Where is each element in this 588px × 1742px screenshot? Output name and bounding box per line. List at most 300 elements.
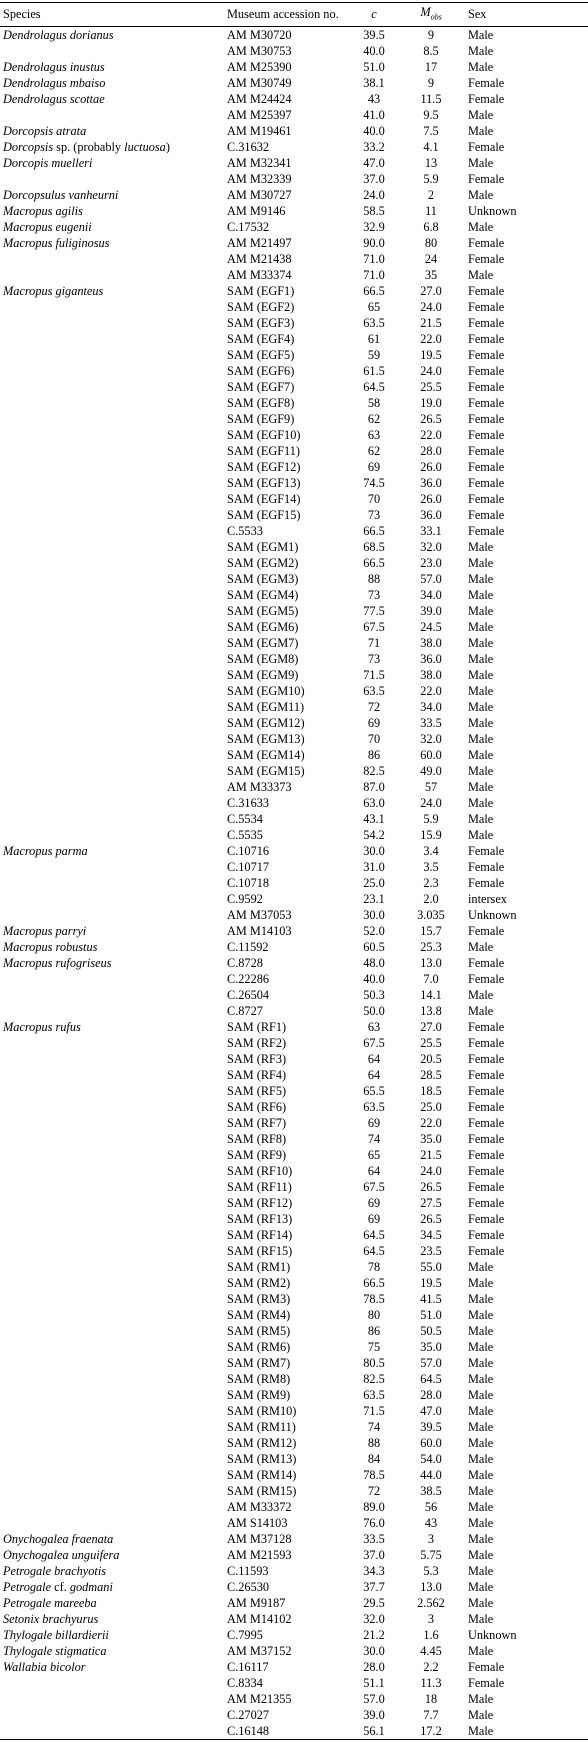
species-cell [0, 43, 227, 59]
sex-cell: Female [468, 316, 505, 331]
table-row [0, 779, 588, 795]
mobs-value-cell: 27.5 [420, 1196, 442, 1211]
species-name: Dorcopsis atrata [3, 124, 87, 139]
species-cell [0, 1003, 227, 1019]
table-row [0, 667, 588, 683]
c-value-cell: 64.5 [363, 1244, 385, 1259]
species-name-part: luctuosa [124, 140, 166, 155]
mobs-value-cell: 41.5 [420, 1292, 442, 1307]
c-value-cell: 33.5 [363, 1532, 385, 1547]
sex-cell: Male [468, 716, 494, 731]
sex-cell: Female [468, 1084, 505, 1099]
species-name-part: godmani [69, 1580, 113, 1595]
sex-cell: Male [468, 1004, 494, 1019]
sex-cell: Male [462, 1723, 588, 1740]
sex-cell: Male [468, 1292, 494, 1307]
mobs-value-cell: 35 [424, 268, 438, 283]
museum-accession-cell: SAM (EGF4) [227, 332, 295, 347]
species-cell [0, 1435, 227, 1451]
sex-cell: Female [468, 1036, 505, 1051]
species-cell [0, 411, 227, 427]
c-value-cell: 72 [367, 1484, 381, 1499]
species-cell [0, 1035, 227, 1051]
table-row [0, 299, 588, 315]
mobs-value-cell: 15.9 [420, 828, 442, 843]
table-row [0, 1563, 588, 1579]
sex-cell: Male [468, 604, 494, 619]
species-cell [0, 587, 227, 603]
c-value-cell: 64.5 [363, 380, 385, 395]
museum-accession-cell: C.31632 [227, 140, 270, 155]
table-row [0, 1067, 588, 1083]
c-value-cell: 90.0 [363, 236, 385, 251]
sex-cell: Female [468, 492, 505, 507]
mobs-value-cell: 9 [427, 76, 435, 91]
c-value-cell: 41.0 [363, 108, 385, 123]
mobs-value-cell: 25.3 [420, 940, 442, 955]
sex-cell: Male [468, 1420, 494, 1435]
table-row [0, 1387, 588, 1403]
c-value-cell: 89.0 [363, 1500, 385, 1515]
mobs-value-cell: 11 [425, 204, 437, 219]
species-name: Petrogale brachyotis [3, 1564, 107, 1579]
mobs-value-cell: 3.4 [423, 844, 439, 859]
species-cell [0, 907, 227, 923]
species-cell [0, 619, 227, 635]
table-row [0, 1467, 588, 1483]
species-name-part: Dorcopsis [3, 140, 54, 155]
mobs-value-cell: 55.0 [420, 1260, 442, 1275]
mobs-value-cell: 1.6 [423, 1628, 439, 1643]
table-row [0, 491, 588, 507]
table-row [0, 939, 588, 955]
sex-cell: Male [468, 1596, 494, 1611]
c-value-cell: 51.0 [363, 60, 385, 75]
museum-accession-cell: C.31633 [227, 796, 270, 811]
mobs-value-cell: 5.9 [423, 172, 439, 187]
sex-cell: Male [468, 668, 494, 683]
mobs-value-cell: 35.0 [420, 1340, 442, 1355]
table-row [0, 267, 588, 283]
sex-cell: Female [468, 428, 505, 443]
sex-cell: Female [468, 172, 505, 187]
c-value-cell: 69 [367, 1212, 381, 1227]
table-row [0, 331, 588, 347]
mobs-value-cell: 2 [427, 188, 435, 203]
species-name: Thylogale stigmatica [3, 1644, 107, 1659]
table-row [0, 1259, 588, 1275]
museum-accession-cell: SAM (EGM6) [227, 620, 299, 635]
sex-cell: Male [468, 1548, 494, 1563]
museum-accession-cell: C.10717 [227, 860, 270, 875]
species-cell [0, 1499, 227, 1515]
museum-accession-cell: SAM (EGF12) [227, 460, 301, 475]
sex-cell: Male [468, 1708, 494, 1723]
c-value-cell: 67.5 [363, 1180, 385, 1195]
mobs-value-cell: 25.0 [420, 1100, 442, 1115]
c-value-cell: 66.5 [363, 556, 385, 571]
mobs-value-cell: 80 [424, 236, 438, 251]
table-row [0, 971, 588, 987]
c-value-cell: 69 [367, 716, 381, 731]
museum-accession-cell: SAM (RM10) [227, 1404, 297, 1419]
museum-accession-cell: C.27027 [227, 1708, 270, 1723]
species-cell [0, 971, 227, 987]
museum-accession-cell: SAM (EGM11) [227, 700, 305, 715]
table-row [0, 1691, 588, 1707]
museum-accession-cell: SAM (RM15) [227, 1484, 297, 1499]
c-value-cell: 21.2 [363, 1628, 385, 1643]
c-value-cell: 30.0 [363, 908, 385, 923]
c-value-cell: 32.9 [363, 220, 385, 235]
museum-accession-cell: SAM (EGM5) [227, 604, 299, 619]
sex-cell: Female [468, 348, 505, 363]
sex-cell: Female [468, 1660, 505, 1675]
museum-accession-cell: SAM (EGF2) [227, 300, 295, 315]
c-value-cell: 59 [367, 348, 381, 363]
species-cell [0, 555, 227, 571]
museum-accession-cell: SAM (RF8) [227, 1132, 287, 1147]
species-cell [0, 843, 227, 859]
species-cell [0, 1195, 227, 1211]
table-row [0, 203, 588, 219]
species-cell [0, 235, 227, 251]
museum-accession-cell: C.11593 [227, 1564, 269, 1579]
sex-cell: Female [468, 860, 505, 875]
mobs-value-cell: 25.5 [420, 380, 442, 395]
species-name: Wallabia bicolor [3, 1660, 86, 1675]
mobs-value-cell: 18.5 [420, 1084, 442, 1099]
museum-accession-cell: C.8727 [227, 1004, 263, 1019]
museum-accession-cell: C.7995 [227, 1628, 263, 1643]
table-row [0, 1211, 588, 1227]
c-value-cell: 61.5 [363, 364, 385, 379]
museum-accession-cell: AM M9146 [227, 204, 286, 219]
species-cell [0, 1307, 227, 1323]
sex-cell: Male [468, 1468, 494, 1483]
mobs-value-cell: 22.0 [420, 332, 442, 347]
mobs-value-cell: 21.5 [420, 316, 442, 331]
species-cell [0, 507, 227, 523]
museum-accession-cell: C.11592 [227, 940, 269, 955]
species-cell [0, 1211, 227, 1227]
mobs-value-cell: 26.5 [420, 1180, 442, 1195]
mobs-value-cell: 34.0 [420, 588, 442, 603]
mobs-value-cell: 2.562 [417, 1596, 445, 1611]
mobs-value-cell: 38.0 [420, 636, 442, 651]
species-cell [0, 635, 227, 651]
mobs-value-cell: 56 [424, 1500, 438, 1515]
species-cell [0, 523, 227, 539]
sex-cell: Male [468, 556, 494, 571]
museum-accession-cell: C.26504 [227, 988, 270, 1003]
species-cell [0, 603, 227, 619]
sex-cell: Female [468, 876, 505, 891]
species-cell [0, 1227, 227, 1243]
museum-accession-cell: SAM (EGM2) [227, 556, 299, 571]
c-value-cell: 23.1 [363, 892, 385, 907]
species-cell [0, 795, 227, 811]
species-cell [0, 1355, 227, 1371]
museum-accession-cell: SAM (EGF10) [227, 428, 301, 443]
mobs-value-cell: 24.5 [420, 620, 442, 635]
species-cell [0, 699, 227, 715]
c-value-cell: 82.5 [363, 1372, 385, 1387]
c-value-cell: 30.0 [363, 1644, 385, 1659]
species-cell [0, 891, 227, 907]
species-cell [0, 347, 227, 363]
sex-cell: Male [468, 1692, 494, 1707]
c-value-cell: 60.5 [363, 940, 385, 955]
c-value-cell: 24.0 [363, 188, 385, 203]
sex-cell: Female [468, 76, 505, 91]
museum-accession-cell: SAM (RF11) [227, 1180, 292, 1195]
c-value-cell: 70 [367, 492, 381, 507]
sex-cell: Male [468, 1564, 494, 1579]
species-cell [0, 1099, 227, 1115]
species-cell [0, 123, 227, 139]
table-row [0, 459, 588, 475]
c-value-cell: 50.3 [363, 988, 385, 1003]
museum-accession-cell: C.5534 [227, 812, 263, 827]
museum-accession-cell: SAM (RM8) [227, 1372, 291, 1387]
species-cell [0, 1691, 227, 1707]
table-row [0, 427, 588, 443]
table-row [0, 539, 588, 555]
table-row [0, 1451, 588, 1467]
table-row [0, 1083, 588, 1099]
sex-cell: Male [468, 1516, 494, 1531]
table-row [0, 475, 588, 491]
species-cell [0, 267, 227, 283]
sex-cell: Female [468, 1100, 505, 1115]
museum-accession-cell: C.26530 [227, 1580, 270, 1595]
table-row [0, 379, 588, 395]
museum-accession-cell: AM M14102 [227, 1612, 292, 1627]
header-c-label: c [371, 7, 377, 22]
species-cell [0, 459, 227, 475]
species-cell [0, 667, 227, 683]
museum-accession-cell: SAM (RM5) [227, 1324, 291, 1339]
museum-accession-cell: SAM (EGF15) [227, 508, 301, 523]
species-cell [0, 251, 227, 267]
c-value-cell: 37.0 [363, 172, 385, 187]
c-value-cell: 67.5 [363, 1036, 385, 1051]
table-row [0, 1675, 588, 1691]
museum-accession-cell: SAM (EGM10) [227, 684, 305, 699]
sex-cell: Male [468, 1260, 494, 1275]
mobs-value-cell: 21.5 [420, 1148, 442, 1163]
c-value-cell: 56.1 [348, 1723, 400, 1740]
table-row [0, 635, 588, 651]
species-cell [0, 1403, 227, 1419]
museum-accession-cell: AM M30727 [227, 188, 292, 203]
museum-accession-cell: AM S14103 [227, 1516, 288, 1531]
museum-accession-cell: SAM (EGF13) [227, 476, 301, 491]
table-row [0, 1483, 588, 1499]
museum-accession-cell: SAM (EGM12) [227, 716, 305, 731]
sex-cell: Female [468, 284, 505, 299]
table-row [0, 1035, 588, 1051]
species-cell [0, 1179, 227, 1195]
table-row [0, 907, 588, 923]
table-row [0, 875, 588, 891]
sex-cell: Male [468, 732, 494, 747]
mobs-value-cell: 38.0 [420, 668, 442, 683]
sex-cell: Female [468, 972, 505, 987]
species-cell [0, 1579, 227, 1595]
species-cell [0, 1067, 227, 1083]
museum-accession-cell: SAM (EGM4) [227, 588, 299, 603]
sex-cell: Male [468, 940, 494, 955]
sex-cell: Male [468, 1452, 494, 1467]
museum-accession-cell: C.16148 [227, 1723, 348, 1740]
museum-accession-cell: AM M33373 [227, 780, 292, 795]
museum-accession-cell: SAM (RM4) [227, 1308, 291, 1323]
mobs-value-cell: 35.0 [420, 1132, 442, 1147]
c-value-cell: 69 [367, 1196, 381, 1211]
mobs-value-cell: 9 [427, 28, 435, 43]
c-value-cell: 73 [367, 588, 381, 603]
c-value-cell: 51.1 [363, 1676, 385, 1691]
mobs-value-cell: 13 [424, 156, 438, 171]
sex-cell: Female [468, 1212, 505, 1227]
sex-cell: Male [468, 1308, 494, 1323]
museum-accession-cell: AM M21593 [227, 1548, 292, 1563]
museum-accession-cell: SAM (RM14) [227, 1468, 297, 1483]
c-value-cell: 73 [367, 652, 381, 667]
table-row [0, 523, 588, 539]
species-cell [0, 811, 227, 827]
table-row [0, 1147, 588, 1163]
museum-accession-cell: SAM (RF3) [227, 1052, 287, 1067]
sex-cell: Female [468, 300, 505, 315]
sex-cell: Female [468, 844, 505, 859]
c-value-cell: 66.5 [363, 284, 385, 299]
table-row [0, 859, 588, 875]
species-cell [0, 139, 227, 155]
sex-cell: Female [468, 1020, 505, 1035]
header-museum-accession: Museum accession no. [227, 3, 348, 27]
c-value-cell: 38.1 [363, 76, 385, 91]
species-cell [0, 363, 227, 379]
sex-cell: Female [468, 252, 505, 267]
mobs-value-cell: 4.45 [420, 1644, 442, 1659]
table-row [0, 1323, 588, 1339]
sex-cell: Male [468, 796, 494, 811]
c-value-cell: 40.0 [363, 972, 385, 987]
c-value-cell: 69 [367, 460, 381, 475]
table-row [0, 795, 588, 811]
mobs-value-cell: 57 [424, 780, 438, 795]
c-value-cell: 76.0 [363, 1516, 385, 1531]
sex-cell: Male [468, 812, 494, 827]
mobs-value-cell: 9.5 [423, 108, 439, 123]
species-name: Macropus eugenii [3, 220, 92, 235]
c-value-cell: 63.5 [363, 684, 385, 699]
c-value-cell: 72 [367, 700, 381, 715]
c-value-cell: 74.5 [363, 476, 385, 491]
c-value-cell: 50.0 [363, 1004, 385, 1019]
mobs-value-cell: 25.5 [420, 1036, 442, 1051]
c-value-cell: 78.5 [363, 1292, 385, 1307]
mobs-value-cell: 34.0 [420, 700, 442, 715]
species-cell [0, 1387, 227, 1403]
table-row [0, 619, 588, 635]
mobs-value-cell: 47.0 [420, 1404, 442, 1419]
sex-cell: Male [468, 1612, 494, 1627]
museum-accession-cell: AM M25397 [227, 108, 292, 123]
species-cell [0, 27, 227, 44]
species-cell [0, 1115, 227, 1131]
sex-cell: Female [468, 1164, 505, 1179]
c-value-cell: 80.5 [363, 1356, 385, 1371]
mobs-value-cell: 57.0 [420, 1356, 442, 1371]
sex-cell: Male [468, 1372, 494, 1387]
c-value-cell: 62 [367, 444, 381, 459]
mobs-value-cell: 24.0 [420, 796, 442, 811]
species-name-part: ) [165, 140, 170, 155]
species-cell [0, 187, 227, 203]
table-row [0, 1339, 588, 1355]
table-row [0, 171, 588, 187]
museum-accession-cell: SAM (EGF5) [227, 348, 295, 363]
species-cell [0, 1259, 227, 1275]
c-value-cell: 63 [367, 428, 381, 443]
mobs-value-cell: 28.0 [420, 444, 442, 459]
species-cell [0, 155, 227, 171]
mobs-value-cell: 50.5 [420, 1324, 442, 1339]
mobs-value-cell: 19.5 [420, 1276, 442, 1291]
museum-accession-cell: SAM (RF5) [227, 1084, 287, 1099]
mobs-value-cell: 28.5 [420, 1068, 442, 1083]
c-value-cell: 84 [367, 1452, 381, 1467]
table-row [0, 395, 588, 411]
museum-accession-cell: AM M30749 [227, 76, 292, 91]
mobs-value-cell: 7.5 [423, 124, 439, 139]
mobs-value-cell: 13.0 [420, 956, 442, 971]
museum-accession-cell: AM M14103 [227, 924, 292, 939]
table-row [0, 571, 588, 587]
sex-cell: Male [468, 572, 494, 587]
species-cell [0, 75, 227, 91]
museum-accession-cell: SAM (RF6) [227, 1100, 287, 1115]
species-name: Macropus agilis [3, 204, 83, 219]
sex-cell: Male [468, 188, 494, 203]
mobs-value-cell: 60.0 [420, 1436, 442, 1451]
museum-accession-cell: AM M21438 [227, 252, 292, 267]
museum-accession-cell: SAM (EGF11) [227, 444, 300, 459]
sex-cell: Female [468, 1132, 505, 1147]
table-row [0, 715, 588, 731]
mobs-value-cell: 5.9 [423, 812, 439, 827]
c-value-cell: 87.0 [363, 780, 385, 795]
table-row [0, 75, 588, 91]
header-species: Species [0, 3, 227, 27]
species-cell [0, 491, 227, 507]
species-cell [0, 731, 227, 747]
sex-cell: Female [468, 1068, 505, 1083]
specimen-table [0, 2, 588, 1740]
museum-accession-cell: AM M25390 [227, 60, 292, 75]
table-row [0, 1547, 588, 1563]
c-value-cell: 88 [367, 1436, 381, 1451]
c-value-cell: 71.5 [363, 668, 385, 683]
museum-accession-cell: AM M24424 [227, 92, 292, 107]
mobs-value-cell: 43 [424, 1516, 438, 1531]
table-row [0, 1499, 588, 1515]
sex-cell: Male [468, 636, 494, 651]
